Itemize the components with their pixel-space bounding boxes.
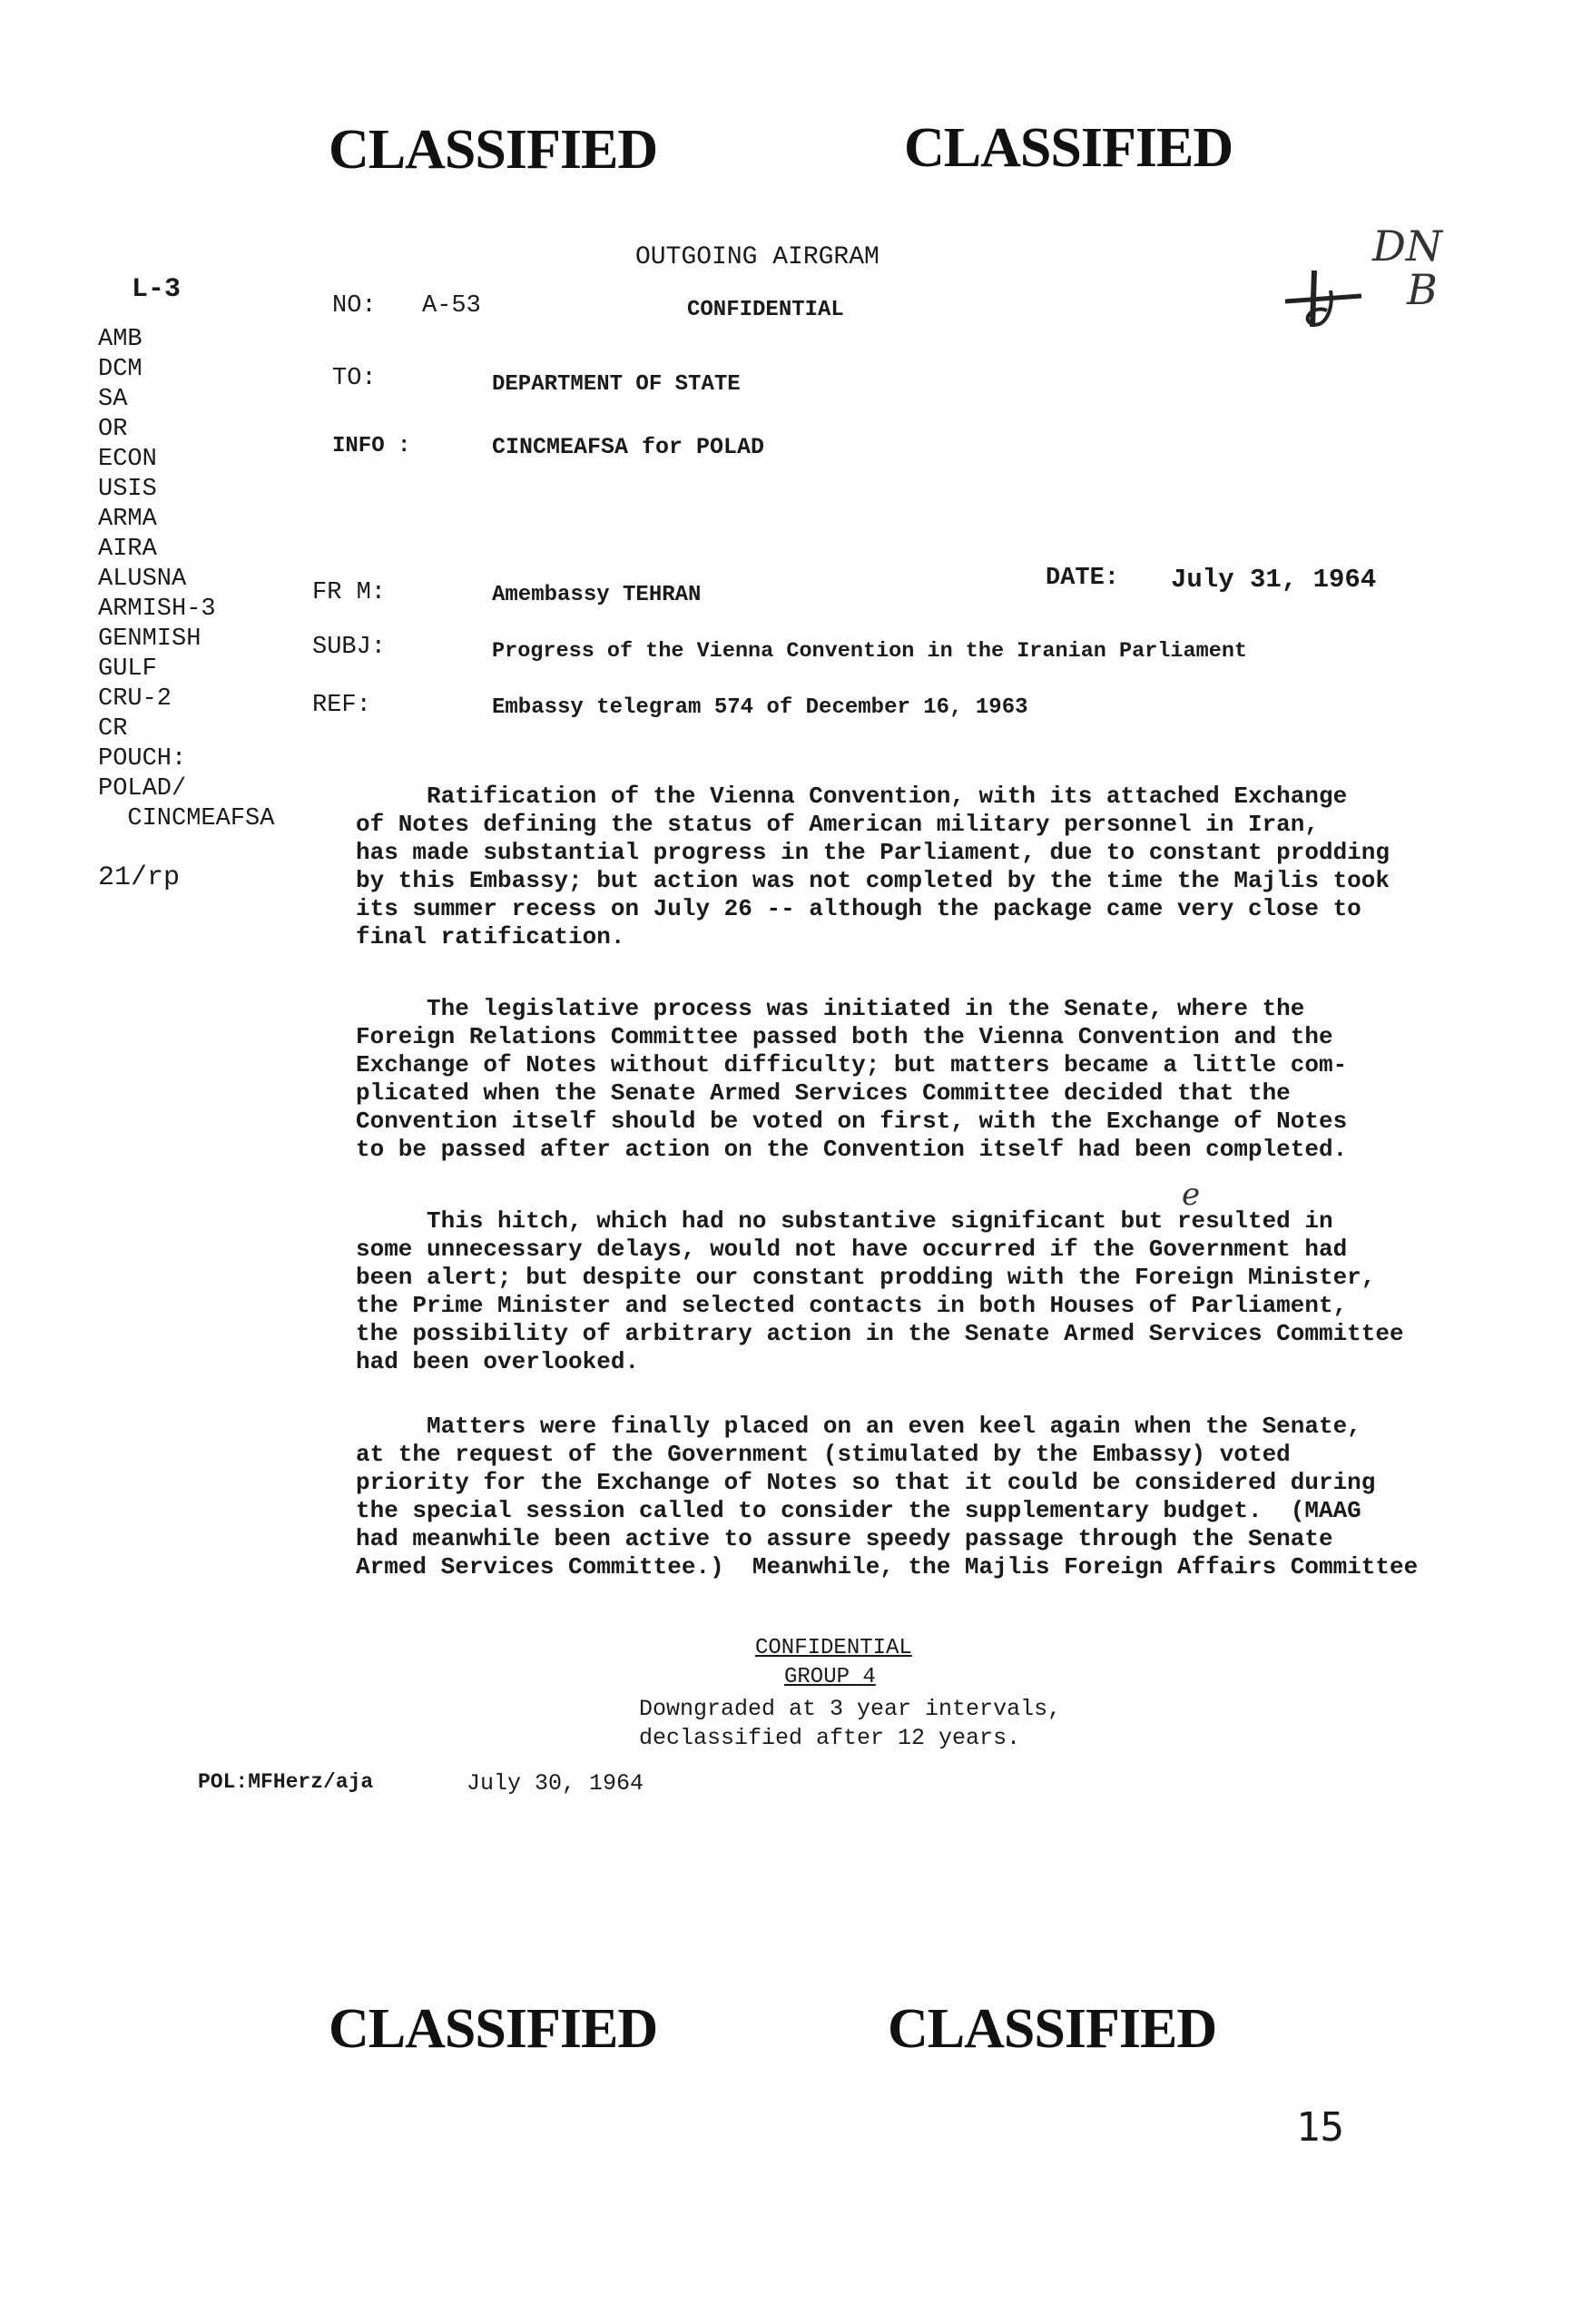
from-value: Amembassy TEHRAN [492,583,702,607]
routing-item: ARMISH-3 [98,596,216,623]
text-line: had been overlooked. [356,1348,640,1375]
text-line: by this Embassy; but action was not completed by the time the Majlis took [356,867,1390,894]
text-line: priority for the Exchange of Notes so that it could be considered during [356,1469,1376,1496]
to-label: TO: [332,365,377,392]
routing-item: CRU-2 [98,685,172,713]
footer-downgrade-1: Downgraded at 3 year intervals, [639,1696,1062,1722]
no-label: NO: [332,292,377,320]
text-line: Convention itself should be voted on first, with the Exchange of Notes [356,1108,1348,1135]
page-number: 15 [1296,2104,1344,2151]
routing-item: SA [98,386,128,413]
handwritten-strike-icon [1278,263,1369,336]
routing-item: USIS [98,476,157,503]
paragraph-1 [356,783,1390,951]
date-label: DATE: [1046,565,1120,592]
ref-label: REF: [312,692,371,719]
copy-mark: L-3 [132,274,182,305]
routing-code: 21/rp [98,862,181,893]
text-line: This hitch, which had no substantive significant but resulted in [356,1207,1333,1235]
routing-item: GENMISH [98,625,201,653]
text-line: to be passed after action on the Convention itself had been completed. [356,1136,1348,1163]
classification-header: CONFIDENTIAL [687,298,844,322]
date-value: July 31, 1964 [1171,565,1377,595]
text-line: has made substantial progress in the Parliament, due to constant prodding [356,839,1390,866]
text-line: at the request of the Government (stimulated by the Embassy) voted [356,1441,1291,1468]
paragraph-4 [356,1413,1418,1581]
drafter-line: POL:MFHerz/aja [198,1770,374,1794]
text-line: some unnecessary delays, would not have occurred if the Government had [356,1236,1348,1263]
ref-value: Embassy telegram 574 of December 16, 1963 [492,695,1028,720]
text-line: Foreign Relations Committee passed both the Vienna Convention and the [356,1023,1333,1050]
routing-list [98,325,274,834]
text-line: Exchange of Notes without difficulty; but matters became a little com- [356,1051,1348,1078]
classified-stamp-bottom-left: CLASSIFIED [329,1998,658,2060]
classified-stamp-top-left: CLASSIFIED [329,119,658,181]
draft-date: July 30, 1964 [467,1770,644,1797]
paragraph-3 [356,1207,1404,1376]
subj-value: Progress of the Vienna Convention in the Iranian Parliament [492,639,1248,664]
from-label: FR M: [312,579,387,606]
text-line: plicated when the Senate Armed Services Committee decided that the [356,1079,1291,1107]
routing-item: POUCH: [98,745,187,773]
routing-item: DCM [98,356,142,383]
text-line: Armed Services Committee.) Meanwhile, the Majlis Foreign Affairs Committee [356,1553,1419,1581]
footer-classification: CONFIDENTIAL [755,1636,912,1660]
routing-item: CR [98,715,128,743]
routing-item: CINCMEAFSA [98,805,275,832]
routing-item: GULF [98,655,157,683]
handwritten-initials-bottom: B [1407,265,1438,314]
info-value: CINCMEAFSA for POLAD [492,434,765,460]
footer-group: GROUP 4 [784,1665,876,1689]
handwritten-initials-top: DN [1372,222,1443,271]
text-line: Matters were finally placed on an even keel again when the Senate, [356,1413,1361,1440]
routing-item: ARMA [98,506,157,533]
routing-item: AIRA [98,536,157,563]
routing-item: OR [98,416,128,443]
text-line: the possibility of arbitrary action in the Senate Armed Services Committee [356,1320,1404,1347]
text-line: had meanwhile been active to assure speedy passage through the Senate [356,1525,1333,1552]
subj-label: SUBJ: [312,634,387,661]
classified-stamp-top-right: CLASSIFIED [904,117,1233,179]
routing-item: ECON [98,446,157,473]
text-line: The legislative process was initiated in the Senate, where the [356,995,1305,1022]
to-value: DEPARTMENT OF STATE [492,372,741,397]
routing-item: POLAD/ [98,775,187,803]
no-value: A-53 [422,292,481,320]
text-line: Ratification of the Vienna Convention, with its attached Exchange [356,783,1348,810]
text-line: been alert; but despite our constant prodding with the Foreign Minister, [356,1264,1376,1291]
handwritten-mark [1278,263,1369,340]
text-line: the Prime Minister and selected contacts in both Houses of Parliament, [356,1292,1348,1319]
paragraph-2 [356,995,1347,1164]
text-line: its summer recess on July 26 -- although the package came very close to [356,895,1361,922]
text-line: final ratification. [356,923,625,950]
text-line: the special session called to consider the supplementary budget. (MAAG [356,1497,1361,1524]
footer-downgrade-2: declassified after 12 years. [639,1725,1021,1751]
routing-item: ALUSNA [98,566,187,593]
classified-stamp-bottom-right: CLASSIFIED [888,1998,1217,2060]
routing-item: AMB [98,326,142,353]
info-label: INFO : [332,434,411,458]
handwritten-correction: e [1182,1177,1201,1213]
text-line: of Notes defining the status of American military personnel in Iran, [356,811,1319,838]
document-type: OUTGOING AIRGRAM [635,243,879,271]
